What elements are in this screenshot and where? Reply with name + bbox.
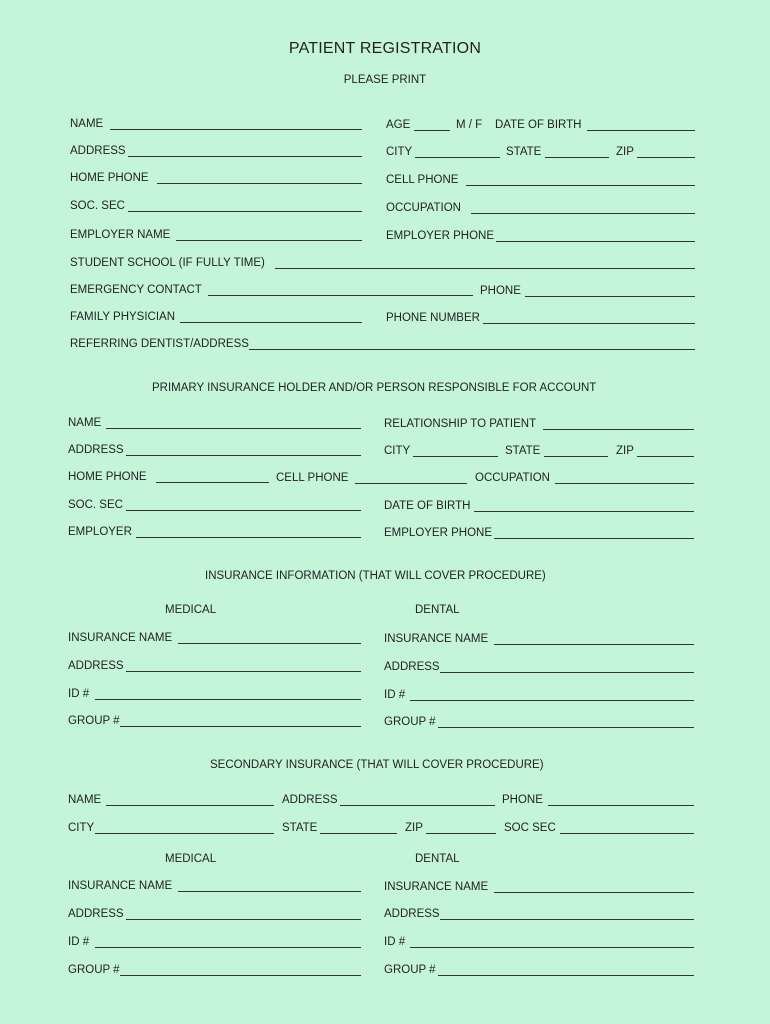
patient-student-school-field[interactable] xyxy=(275,268,695,269)
secondary-city-label: CITY xyxy=(68,822,95,834)
secondary-phone-label: PHONE xyxy=(502,794,543,806)
primary-dob-label: DATE OF BIRTH xyxy=(384,500,471,512)
patient-occupation-label: OCCUPATION xyxy=(386,202,461,214)
patient-employer-phone-label: EMPLOYER PHONE xyxy=(386,230,494,242)
patient-referring-dentist-label: REFERRING DENTIST/ADDRESS xyxy=(70,338,249,350)
patient-name-field[interactable] xyxy=(110,129,362,130)
secondary-address-label: ADDRESS xyxy=(282,794,338,806)
primary-soc-sec-field[interactable] xyxy=(126,510,361,511)
patient-soc-sec-label: SOC. SEC xyxy=(70,200,125,212)
primary-name-label: NAME xyxy=(68,417,102,429)
insurance-info-heading: INSURANCE INFORMATION (THAT WILL COVER PROCEDURE) xyxy=(205,570,546,582)
patient-referring-dentist-field[interactable] xyxy=(249,349,695,350)
patient-student-school-label: STUDENT SCHOOL (IF FULLY TIME) xyxy=(70,257,265,269)
primary-address-field[interactable] xyxy=(126,455,361,456)
secondary-medical-heading: MEDICAL xyxy=(165,853,217,865)
patient-employer-name-label: EMPLOYER NAME xyxy=(70,229,171,241)
sec-medical-id-field[interactable] xyxy=(95,947,361,948)
medical-insurance-name-label: INSURANCE NAME xyxy=(68,632,173,644)
patient-emergency-contact-label: EMERGENCY CONTACT xyxy=(70,284,202,296)
patient-age-label: AGE xyxy=(386,119,411,131)
secondary-address-field[interactable] xyxy=(340,805,495,806)
secondary-name-label: NAME xyxy=(68,794,102,806)
primary-cell-phone-label: CELL PHONE xyxy=(276,472,349,484)
primary-name-field[interactable] xyxy=(106,428,361,429)
dental-group-field[interactable] xyxy=(438,727,694,728)
medical-group-field[interactable] xyxy=(120,726,361,727)
patient-state-field[interactable] xyxy=(545,157,609,158)
sec-dental-group-label: GROUP # xyxy=(384,964,436,976)
primary-relationship-label: RELATIONSHIP TO PATIENT xyxy=(384,418,537,430)
dental-insurance-name-field[interactable] xyxy=(494,644,694,645)
sec-medical-address-field[interactable] xyxy=(126,919,361,920)
secondary-zip-label: ZIP xyxy=(405,822,423,834)
patient-occupation-field[interactable] xyxy=(471,213,695,214)
secondary-soc-sec-label: SOC SEC xyxy=(504,822,556,834)
patient-emergency-phone-label: PHONE xyxy=(480,285,521,297)
sec-medical-group-label: GROUP # xyxy=(68,964,120,976)
patient-zip-label: ZIP xyxy=(616,146,634,158)
sec-dental-id-field[interactable] xyxy=(410,947,694,948)
sec-medical-address-label: ADDRESS xyxy=(68,908,124,920)
patient-address-field[interactable] xyxy=(128,156,362,157)
secondary-zip-field[interactable] xyxy=(426,833,496,834)
sec-medical-group-field[interactable] xyxy=(120,975,361,976)
dental-insurance-name-label: INSURANCE NAME xyxy=(384,633,489,645)
patient-family-physician-field[interactable] xyxy=(180,322,362,323)
secondary-soc-sec-field[interactable] xyxy=(560,833,694,834)
medical-id-label: ID # xyxy=(68,688,90,700)
primary-employer-phone-label: EMPLOYER PHONE xyxy=(384,527,492,539)
dental-address-label: ADDRESS xyxy=(384,661,440,673)
patient-sex-label[interactable]: M / F xyxy=(456,119,483,131)
patient-home-phone-field[interactable] xyxy=(157,183,362,184)
secondary-dental-heading: DENTAL xyxy=(415,853,460,865)
secondary-name-field[interactable] xyxy=(106,805,274,806)
patient-city-field[interactable] xyxy=(415,157,500,158)
insurance-medical-heading: MEDICAL xyxy=(165,604,217,616)
medical-id-field[interactable] xyxy=(95,699,361,700)
patient-name-label: NAME xyxy=(70,118,104,130)
primary-cell-phone-field[interactable] xyxy=(355,483,467,484)
patient-home-phone-label: HOME PHONE xyxy=(70,172,149,184)
form-subtitle: PLEASE PRINT xyxy=(343,74,427,86)
primary-city-label: CITY xyxy=(384,445,411,457)
secondary-phone-field[interactable] xyxy=(548,805,694,806)
sec-dental-insurance-name-label: INSURANCE NAME xyxy=(384,881,489,893)
patient-employer-name-field[interactable] xyxy=(176,240,362,241)
primary-employer-label: EMPLOYER xyxy=(68,526,132,538)
patient-soc-sec-field[interactable] xyxy=(128,211,362,212)
patient-zip-field[interactable] xyxy=(637,157,695,158)
secondary-city-field[interactable] xyxy=(95,833,274,834)
patient-phone-number-label: PHONE NUMBER xyxy=(386,312,480,324)
primary-soc-sec-label: SOC. SEC xyxy=(68,499,123,511)
sec-medical-id-label: ID # xyxy=(68,936,90,948)
medical-group-label: GROUP # xyxy=(68,715,120,727)
patient-cell-phone-field[interactable] xyxy=(466,185,695,186)
sec-dental-address-field[interactable] xyxy=(440,919,694,920)
dental-address-field[interactable] xyxy=(440,672,694,673)
insurance-dental-heading: DENTAL xyxy=(415,604,460,616)
patient-cell-phone-label: CELL PHONE xyxy=(386,174,459,186)
primary-state-label: STATE xyxy=(505,445,541,457)
patient-dob-label: DATE OF BIRTH xyxy=(495,119,582,131)
patient-employer-phone-field[interactable] xyxy=(496,241,695,242)
dental-id-label: ID # xyxy=(384,689,406,701)
sec-medical-insurance-name-field[interactable] xyxy=(178,891,361,892)
dental-group-label: GROUP # xyxy=(384,716,436,728)
primary-employer-field[interactable] xyxy=(136,537,361,538)
primary-relationship-field[interactable] xyxy=(543,429,694,430)
medical-address-label: ADDRESS xyxy=(68,660,124,672)
patient-age-field[interactable] xyxy=(414,130,450,131)
patient-dob-field[interactable] xyxy=(587,130,695,131)
primary-home-phone-field[interactable] xyxy=(156,482,269,483)
secondary-state-label: STATE xyxy=(282,822,318,834)
secondary-state-field[interactable] xyxy=(320,833,397,834)
primary-employer-phone-field[interactable] xyxy=(494,538,694,539)
patient-state-label: STATE xyxy=(506,146,542,158)
patient-family-physician-label: FAMILY PHYSICIAN xyxy=(70,311,176,323)
patient-emergency-phone-field[interactable] xyxy=(525,296,695,297)
medical-insurance-name-field[interactable] xyxy=(178,643,361,644)
sec-dental-group-field[interactable] xyxy=(438,975,694,976)
patient-city-label: CITY xyxy=(386,146,413,158)
primary-home-phone-label: HOME PHONE xyxy=(68,471,147,483)
primary-state-field[interactable] xyxy=(544,456,608,457)
medical-address-field[interactable] xyxy=(126,671,361,672)
patient-address-label: ADDRESS xyxy=(70,145,126,157)
sec-dental-insurance-name-field[interactable] xyxy=(494,892,694,893)
sec-medical-insurance-name-label: INSURANCE NAME xyxy=(68,880,173,892)
patient-phone-number-field[interactable] xyxy=(483,323,695,324)
primary-dob-field[interactable] xyxy=(474,511,694,512)
primary-zip-field[interactable] xyxy=(637,456,694,457)
primary-zip-label: ZIP xyxy=(616,445,634,457)
primary-city-field[interactable] xyxy=(413,456,498,457)
primary-occupation-label: OCCUPATION xyxy=(475,472,550,484)
primary-occupation-field[interactable] xyxy=(555,483,694,484)
primary-address-label: ADDRESS xyxy=(68,444,124,456)
dental-id-field[interactable] xyxy=(410,700,694,701)
secondary-insurance-heading: SECONDARY INSURANCE (THAT WILL COVER PROCEDURE) xyxy=(210,759,544,771)
primary-holder-heading: PRIMARY INSURANCE HOLDER AND/OR PERSON RESPONSIBLE FOR ACCOUNT xyxy=(152,382,597,394)
sec-dental-id-label: ID # xyxy=(384,936,406,948)
patient-emergency-contact-field[interactable] xyxy=(208,295,473,296)
sec-dental-address-label: ADDRESS xyxy=(384,908,440,920)
form-title: PATIENT REGISTRATION xyxy=(288,40,482,57)
